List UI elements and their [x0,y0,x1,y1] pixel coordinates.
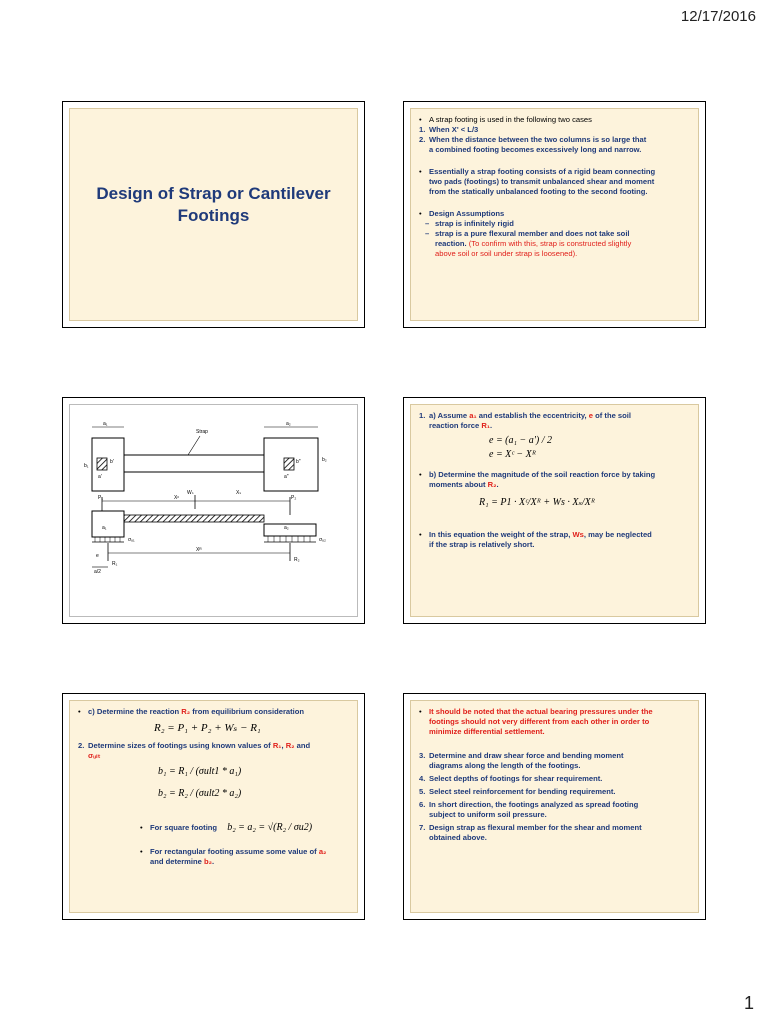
strap-plan [124,455,264,472]
bullet-text: A strap footing is used in the following two cases [429,115,592,124]
item-text: When X' < L/3 [429,125,479,134]
label-a-half: a/2 [94,569,101,575]
var-r1: R₁ [481,421,490,430]
right-footing-elevation [264,524,316,536]
label-xr: Xᴿ [196,547,202,553]
bullet-text: c) Determine the reaction [88,707,180,716]
label-ws: Wₛ [187,490,194,496]
label-a-double-prime: a" [284,474,289,480]
var-e: e [588,411,594,420]
slide-4-text [419,411,692,550]
item-text: of the soil [595,411,631,420]
var-r2: R₂ [487,480,497,489]
item-number: 2. [419,135,426,144]
left-footing-elevation [92,511,124,537]
note-text: (To confirm with this, strap is constructed slightly [468,239,632,248]
var-r1: R₁ [272,741,282,750]
strap-footing-svg [70,405,358,617]
numbered-item [419,774,692,784]
sub-item: – strap is a pure flexural member and does not take soil reaction. (To confirm with this, strap is constructed slightly above soil or soil under strap is loosened). [425,229,632,258]
bullet-text: Design Assumptions [429,209,505,218]
label-sigma-u1: σᵤ₁ [128,537,135,543]
bullet-text: Essentially a strap footing consists of a rigid beam connecting [429,167,656,176]
var-r2: R₂ [181,707,191,716]
label-b-double-prime: b" [296,459,301,465]
var-r2: R₂ [285,741,295,750]
item-text: Select steel reinforcement for bending requirement. [429,787,616,796]
bullet-text: and determine [150,857,202,866]
label-b-prime: b' [110,459,114,465]
bullet-text: , may be neglected [583,530,652,539]
bullet-item: • In this equation the weight of the strap, Ws, may be neglected if the strap is relatively short. [419,530,652,549]
item-text: and [296,741,311,750]
page-number: 1 [743,993,754,1013]
label-e: e [96,553,99,559]
bullet-text: from the statically unbalanced footing to the second footing. [429,187,648,196]
bullet-item: • Essentially a strap footing consists of a rigid beam connecting two pads (footings) to transmit unbalanced shear and moment from the statically unbalanced footing to the second footing. [419,167,656,196]
bullet-item: • For rectangular footing assume some value of a₂ and determine b₂. [140,847,327,866]
var-ws: Ws [572,530,584,539]
title-line-1: Design of Strap or Cantilever [96,184,331,203]
label-a-prime: a' [98,474,102,480]
numbered-item [419,800,692,820]
left-column [97,458,107,470]
bullet-text: from equilibrium consideration [192,707,305,716]
item-number: 5. [419,787,426,796]
numbered-item [419,751,692,771]
var-sigma-ult: σᵤₗₜ [88,751,101,760]
equation-b2: b₂ = R₂ / (σult2 * a₂) [158,788,242,799]
equation-eccentricity: e = (a₁ − a') / 2 [489,435,552,446]
numbered-item: 1. a) Assume a₁ and establish the eccentricity, e of the soil reaction force R₁. [419,411,631,430]
item-text: obtained above. [429,833,487,842]
equation-r1: R₁ = P1 · Xᶜ/Xᴿ + Ws · Xₛ/Xᴿ [479,497,596,508]
equation-eccentricity-2: e = Xᶜ − Xᴿ [489,449,537,460]
slide-4-content [410,404,699,617]
equation-r2: R₂ = P₁ + P₂ + Wₛ − R₁ [154,722,261,734]
slide-6-content [410,700,699,913]
item-text: Determine and draw shear force and bending moment [429,751,624,760]
slide-6-text [419,707,692,843]
bullet-text: For rectangular footing assume some value of [150,847,317,856]
var-a1: a₁ [469,411,477,420]
item-number: 1. [419,411,426,420]
numbered-item [419,135,692,155]
label-r1: R₁ [112,561,118,567]
item-number: 4. [419,774,426,783]
item-number: 1. [419,125,426,134]
equation-b1: b₁ = R₁ / (σult1 * a₁) [158,766,242,777]
label-r2: R₂ [294,557,300,563]
item-text: and establish the eccentricity, [478,411,587,420]
item-text: When the distance between the two columns is so large that [429,135,647,144]
slide-1-content [69,108,358,321]
var-a2: a₂ [318,847,327,856]
slide-3 [62,397,365,624]
item-text: reaction force [429,421,480,430]
bullet-item: • b) Determine the magnitude of the soil reaction force by taking moments about R₂. [419,470,656,489]
label-a1-elev: a₁ [102,525,107,531]
item-number: 7. [419,823,426,832]
right-column [284,458,294,470]
slide-title [70,183,357,227]
item-text: subject to uniform soil pressure. [429,810,547,819]
bullet-item: • c) Determine the reaction R₂ from equilibrium consideration [78,707,305,716]
bullet-item: • For square footing b₂ = a₂ = √(R₂ / σu2) [140,822,313,833]
numbered-item [419,787,692,797]
label-xs: Xₛ [236,490,242,496]
slide-6 [403,693,706,920]
label-sigma-u2: σᵤ₂ [319,537,326,543]
label-a2-elev: a₂ [284,525,289,531]
item-number: 3. [419,751,426,760]
sub-item-text: reaction. [435,239,467,248]
numbered-item: 2. Determine sizes of footings using known values of R₁, R₂ and σᵤₗₜ [78,741,311,760]
slide-2-content [410,108,699,321]
bullet-item: • Design Assumptions [419,209,505,218]
label-p2: P₂ [291,495,297,501]
strap-footing-diagram [69,404,358,617]
label-strap: Strap [196,429,208,435]
slide-2-text [419,115,692,259]
item-text: Determine sizes of footings using known values of [88,741,271,750]
equation-square: b₂ = a₂ = √(R₂ / σu2) [227,822,313,833]
slide-5-content [69,700,358,913]
bullet-text: two pads (footings) to transmit unbalanced shear and moment [429,177,655,186]
sub-item: – strap is infinitely rigid [425,219,514,228]
item-text: In short direction, the footings analyzed as spread footing [429,800,639,809]
label-p1: P₁ [98,495,104,501]
item-text: a) Assume [429,411,468,420]
label-xc: Xᶜ [174,495,180,501]
label-a2: a₂ [286,421,291,427]
label-b1: b₁ [84,463,89,469]
item-number: 2. [78,741,85,750]
item-text: diagrams along the length of the footings. [429,761,581,770]
bullet-text: b) Determine the magnitude of the soil reaction force by taking [429,470,656,479]
handout-date: 12/17/2016 [680,8,756,25]
slide-5-text [78,707,351,867]
slide-2 [403,101,706,328]
title-line-2: Footings [177,206,250,225]
note-text: minimize differential settlement. [429,727,545,736]
bullet-item: • It should be noted that the actual bearing pressures under the footings should not very different from each other in order to minimize differential settlement. [419,707,653,736]
label-b2: b₂ [322,457,327,463]
sub-item-text: strap is a pure flexural member and does not take soil [435,229,630,238]
slide-1 [62,101,365,328]
bullet-text: In this equation the weight of the strap, [429,530,571,539]
numbered-item [419,125,692,135]
bullet-item: • A strap footing is used in the following two cases [419,115,592,124]
note-text: above soil or soil under strap is loosened). [435,249,578,258]
note-text: It should be noted that the actual bearing pressures under the [429,707,653,716]
bullet-text: moments about [429,480,486,489]
bullet-text: if the strap is relatively short. [429,540,535,549]
slide-4 [403,397,706,624]
strap-beam-elevation [124,515,264,522]
note-text: footings should not very different from each other in order to [429,717,650,726]
sub-item-text: strap is infinitely rigid [435,219,514,228]
item-number: 6. [419,800,426,809]
var-b2: b₂ [204,857,213,866]
numbered-item [419,823,692,843]
label-a1: a₁ [103,421,108,427]
item-text: Select depths of footings for shear requirement. [429,774,603,783]
item-text: Design strap as flexural member for the shear and moment [429,823,642,832]
bullet-text: For square footing [150,823,218,832]
slide-5 [62,693,365,920]
item-text: a combined footing becomes excessively long and narrow. [429,145,642,154]
